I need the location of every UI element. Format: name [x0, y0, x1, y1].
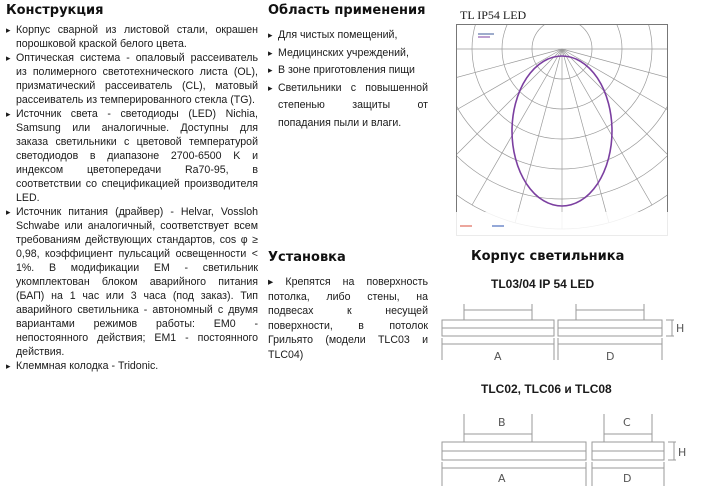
dim-label-d: D	[623, 472, 632, 485]
diagram-grid	[456, 24, 668, 229]
dim-label-a: A	[494, 350, 502, 363]
installation-section	[268, 250, 428, 362]
construction-item: ▸ Источник света - светодиоды (LED) Nichia, Samsung или аналогичные. Доступны для заказа светильники с цветовой температурой светодиодов в диапазоне 2700-6500 K и индексом цветопередачи Ra70-95, в соответствии со спецификацией производителя LED.	[6, 107, 258, 205]
installation-text: ▸ Крепятся на поверхность потолка, либо стены, на подвесах к несущей поверхности, в потолок Грильято (модели TLC03 и TLC04)	[268, 276, 428, 361]
diagram-small-legend-icon	[478, 34, 494, 37]
application-item: ▸ В зоне приготовления пищи	[268, 62, 428, 80]
construction-item: ▸ Корпус сварной из листовой стали, окрашен порошковой краской белого цвета.	[6, 23, 258, 51]
construction-item: ▸ Источник питания (драйвер) - Helvar, Vossloh Schwabe или аналогичный, соответствует всем требованиям действующих стандартов, cos φ ≥ 0,98, коэффициент пульсаций освещенности < 1%. В модификации EM - светильник укомплектован блоком аварийного питания (БАП) на 1 час или 3 часа (под заказ). Тип аварийного светильника - автономный с двумя вариантами режимов работы: EM0 - непостоянного действия; EM1 - постоянного действия.	[6, 205, 258, 359]
dim-label-h: H	[676, 322, 685, 335]
dim-label-h: H	[678, 446, 687, 459]
construction-title: Конструкция	[6, 3, 104, 18]
dim-label-a: A	[498, 472, 506, 485]
installation-title: Установка	[268, 250, 346, 265]
housing-drawing-1	[430, 298, 700, 378]
model-group-2-title: TLC02, TLC06 и TLC08	[481, 382, 612, 396]
housing-title: Корпус светильника	[471, 249, 625, 264]
diagram-title: TL IP54 LED	[460, 8, 527, 22]
application-list	[268, 27, 428, 132]
construction-list	[6, 23, 258, 373]
dim-label-d: D	[606, 350, 615, 363]
application-item: ▸ Светильники с повышенной степенью защиты от попадания пыли и влаги.	[268, 80, 428, 133]
construction-section	[6, 3, 258, 373]
housing-drawing-2	[430, 404, 700, 504]
application-section	[268, 3, 428, 132]
application-item: ▸ Для чистых помещений,	[268, 27, 428, 45]
application-item: ▸ Медицинских учреждений,	[268, 45, 428, 63]
construction-item: ▸ Клеммная колодка - Tridonic.	[6, 359, 258, 373]
application-title: Область применения	[268, 3, 426, 18]
model-group-1-title: TL03/04 IP 54 LED	[491, 277, 595, 291]
polar-diagram	[456, 24, 668, 236]
dim-label-b: B	[498, 416, 506, 429]
construction-item: ▸ Оптическая система - опаловый рассеиватель из полимерного светотехнического листа (OL), призматический рассеиватель (CL), матовый рассеиватель из темперированного стекла (TG).	[6, 51, 258, 107]
dim-label-c: C	[623, 416, 631, 429]
